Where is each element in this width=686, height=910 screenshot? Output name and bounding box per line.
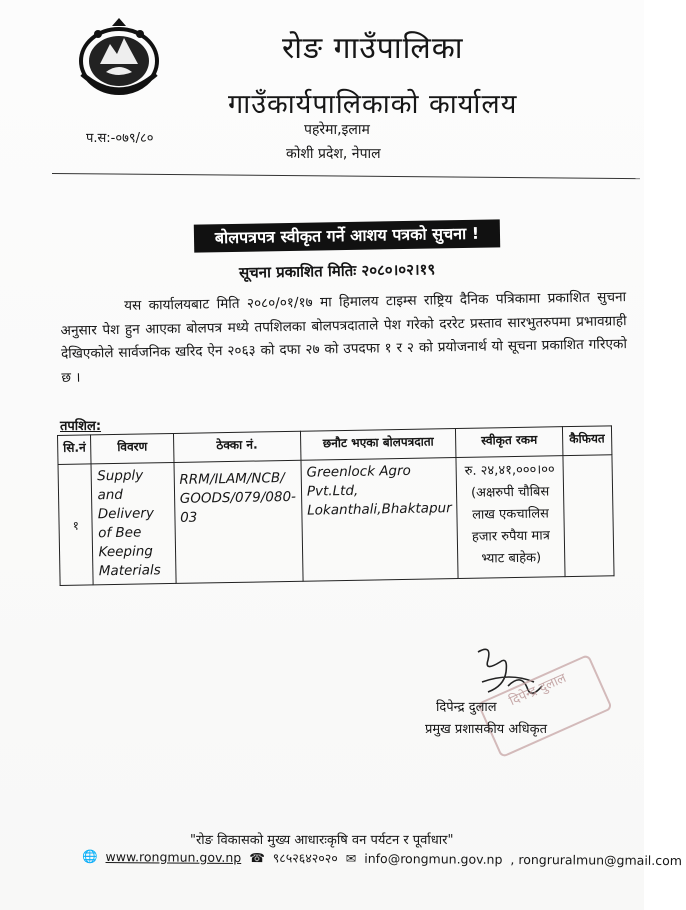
col-header-contract-no: ठेक्का नं. [173,431,301,462]
published-date: सूचना प्रकाशित मितिः २०८०।०२।१९ [238,260,436,282]
email-primary[interactable]: info@rongmun.gov.np [364,850,503,867]
address-line1: पहरेमा,इलाम [304,122,370,138]
col-header-description: विवरण [91,433,174,463]
email-secondary[interactable]: , rongruralmun@gmail.com [510,851,683,869]
col-header-remarks: कैफियत [562,426,612,456]
col-header-sn: सि.नं [58,435,92,465]
mail-icon: ✉ [345,850,357,866]
amount-words: (अक्षरुपी चौबिस लाख एकचालिस हजार रुपैया मात्र भ्याट बाहेक) [470,484,550,567]
nepal-emblem-icon [76,14,162,100]
phone-number: ९८५२६४२०२० [272,850,338,866]
stamp-text: दिपेन्द्र दुलाल [507,670,569,710]
col-header-bidder: छनौट भएका बोलपत्रदाता [300,429,456,461]
footer-motto: "रोङ विकासको मुख्य आधारःकृषि वन पर्यटन र पूर्वाधार" [190,833,454,848]
cell-sn: १ [58,464,94,586]
phone-icon: ☎ [249,850,265,866]
reference-number: प.स:-०७९/८० [86,131,154,146]
cell-contract-no: RRM/ILAM/NCB/ GOODS/079/080-03 [174,460,303,583]
footer-contact [82,848,686,869]
cell-remarks [563,455,614,577]
office-title-line1: रोङ गाउँपालिका [282,31,464,66]
amount-figure: रु. २४,४१,०००।०० [464,462,555,479]
notice-body-text: यस कार्यालयबाट मिति २०८०/०१/१७ मा हिमालय टाइम्स राष्ट्रिय दैनिक पत्रिकामा प्रकाशित सुचना अनुसार पेश हुन आएका बोलपत्र मध्ये तपशिलका बोलपत्रदाताले पेश गरेको दररेट प्रस्ताव सारभुतरुपमा प्रभावग्राही देखिएकोले सार्वजनिक खरिद ऐन २०६३ को दफा २७ को उपदफा १ र २ को प्रयोजनार्थ यो सूचना प्रकाशित गरिएको छ । [60,289,628,386]
signatory-title: प्रमुख प्रशासकीय अधिकृत [425,722,548,737]
table-row [58,455,614,586]
col-header-amount: स्वीकृत रकम [456,427,563,458]
address-line2: कोशी प्रदेश, नेपाल [286,146,381,162]
table-label: तपशिल: [60,419,102,434]
header-divider [52,173,640,179]
cell-description: Supply and Delivery of Bee Keeping Materials [91,462,175,584]
office-title-line2: गाउँकार्यपालिकाको कार्यालय [228,89,518,120]
notice-body [60,286,628,390]
cell-bidder: Greenlock Agro Pvt.Ltd, Lokanthali,Bhaktapur [301,458,459,582]
signatory-name: दिपेन्द्र दुलाल [436,700,497,715]
website-link[interactable]: www.rongmun.gov.np [105,849,242,866]
globe-icon: 🌐 [81,848,98,865]
cell-amount [456,456,565,579]
bid-table [57,425,615,586]
notice-banner: बोलपत्रपत्र स्वीकृत गर्ने आशय पत्रको सुचना ! [194,219,500,252]
